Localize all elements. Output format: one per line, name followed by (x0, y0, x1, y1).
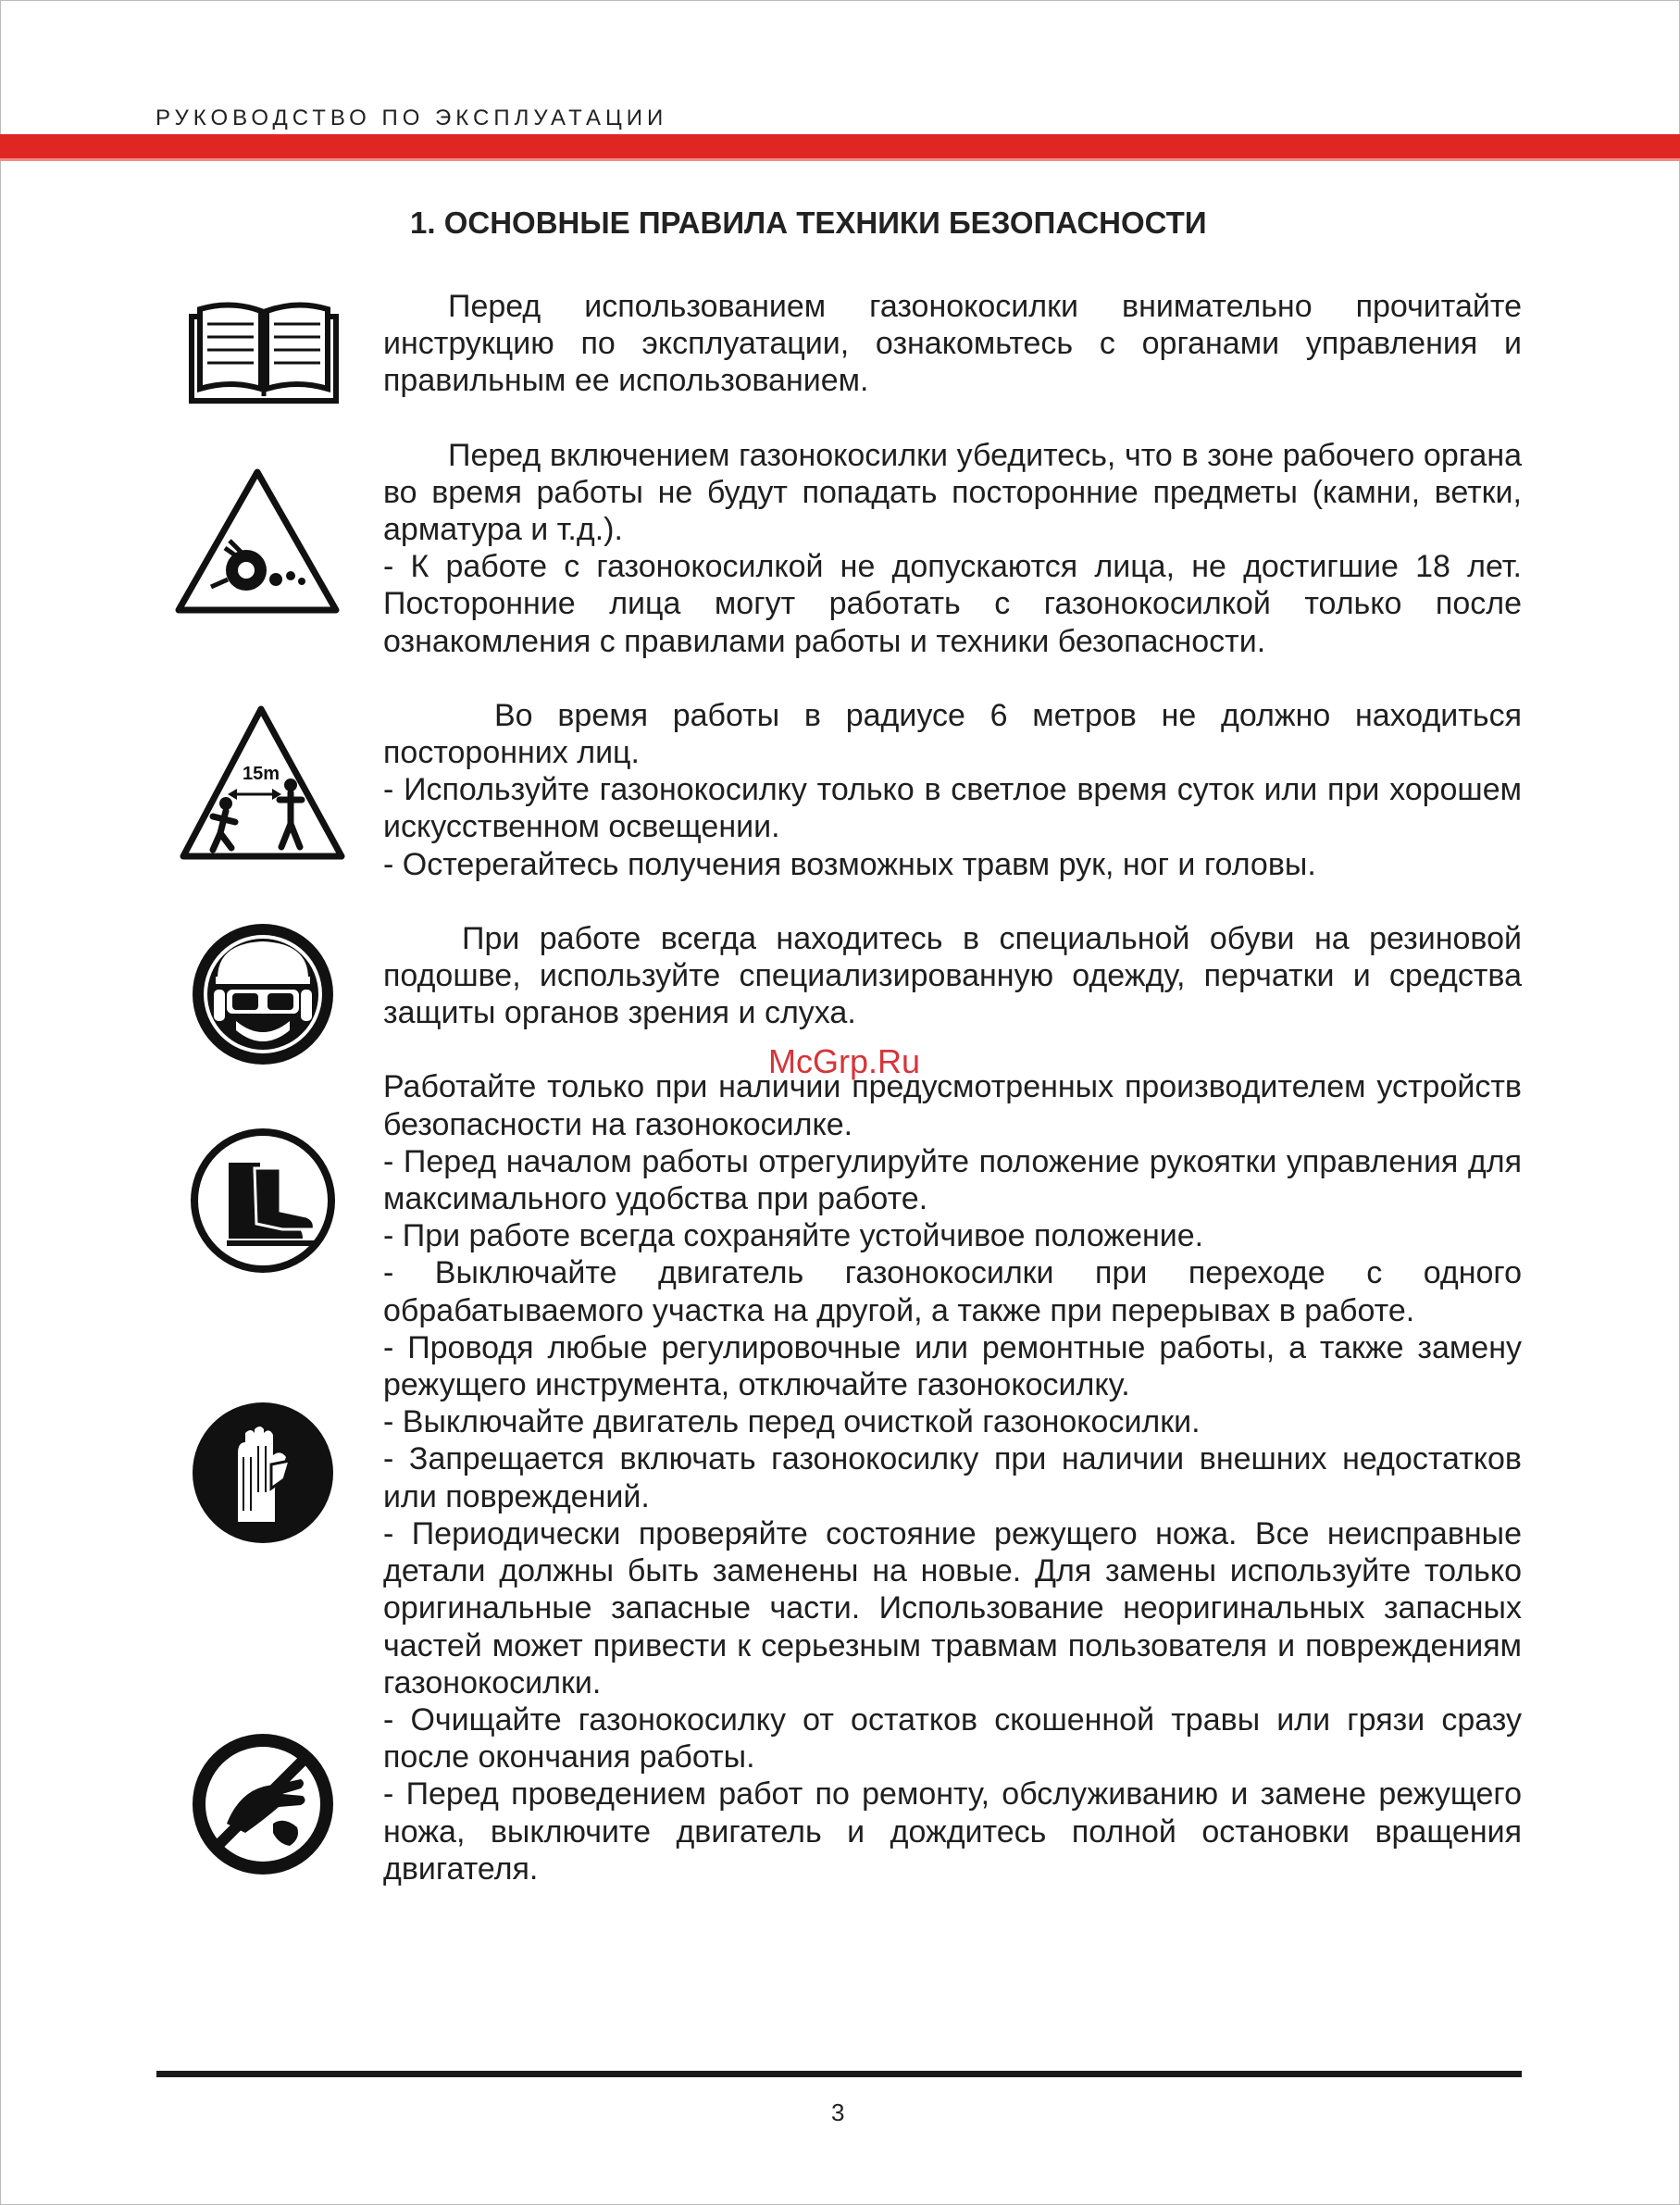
paragraph-stop-before-cleaning: - Выключайте двигатель перед очисткой газонокосилки. (383, 1404, 1201, 1440)
flying-debris-warning-icon (174, 467, 341, 615)
safety-rules-text (383, 288, 1522, 1887)
footer-rule (156, 2071, 1522, 2077)
paragraph-clean-after-work: - Очищайте газонокосилку от остатков скошенной травы или грязи сразу после окончания работы. (383, 1701, 1522, 1775)
paragraph-stable-position: - При работе всегда сохраняйте устойчивое положение. (383, 1218, 1204, 1254)
paragraph-bystanders: Во время работы в радиусе 6 метров не должно находиться посторонних лиц. (383, 697, 1522, 771)
section-title: 1. ОСНОВНЫЕ ПРАВИЛА ТЕХНИКИ БЕЗОПАСНОСТИ (410, 206, 1207, 240)
watermark: McGrp.Ru (768, 1042, 921, 1080)
header-red-band (0, 134, 1680, 158)
paragraph-no-damaged-use: - Запрещается включать газонокосилку при наличии внешних недостатков или повреждений. (383, 1441, 1522, 1514)
document-header: РУКОВОДСТВО ПО ЭКСПЛУАТАЦИИ (156, 106, 668, 131)
paragraph-age-limit: - К работе с газонокосилкой не допускаются лица, не достигшие 18 лет. Посторонние лица могут работать с газонокосилкой только после ознакомления с правилами работы и техники безопасности. (383, 549, 1522, 659)
paragraph-read-manual: Перед использованием газонокосилки внимательно прочитайте инструкцию по эксплуатации, ознакомьтесь с органами управления и правильным ее использованием. (383, 289, 1522, 399)
paragraph-stop-engine-transfer: - Выключайте двигатель газонокосилки при переходе с одного обрабатываемого участка на другой, а также при перерывах в работе. (383, 1255, 1522, 1328)
paragraph-injury-warning: - Остерегайтесь получения возможных травм рук, ног и головы. (383, 846, 1316, 882)
paragraph-check-blade: - Периодически проверяйте состояние режущего ножа. Все неисправные детали должны быть заменены на новые. Для замены используйте только оригинальные запасные части. Использование неоригинальных запасных частей может привести к серьезным травмам пользователя и повреждениям газонокосилки. (383, 1515, 1522, 1700)
paragraph-disconnect-maintenance: - Проводя любые регулировочные или ремонтные работы, а также замену режущего инструмента, отключайте газонокосилку. (383, 1329, 1522, 1403)
paragraph-daylight: - Используйте газонокосилку только в светлое время суток или при хорошем искусственном освещении. (383, 772, 1522, 845)
paragraph-adjust-handle: - Перед началом работы отрегулируйте положение рукоятки управления для максимального удобства при работе. (383, 1143, 1522, 1217)
safety-boots-icon (190, 1127, 336, 1274)
helmet-goggles-earmuffs-icon (190, 921, 336, 1067)
book-icon (189, 296, 339, 404)
paragraph-safety-devices: Работайте только при наличии предусмотренных производителем устройств безопасности на газонокосилке. (383, 1069, 1522, 1142)
bystander-distance-warning-icon (180, 704, 346, 861)
distance-label: 15m (243, 764, 280, 784)
keep-hands-away-icon (190, 1731, 336, 1877)
page-number: 3 (831, 2099, 845, 2126)
paragraph-foreign-objects: Перед включением газонокосилки убедитесь, что в зоне рабочего органа во время работы не будут попадать посторонние предметы (камни, ветки, арматура и т.д.). (383, 437, 1522, 548)
safety-gloves-icon (190, 1400, 336, 1546)
paragraph-protective-gear: При работе всегда находитесь в специальной обуви на резиновой подошве, используйте специализированную одежду, перчатки и средства защиты органов зрения и слуха. (383, 920, 1522, 1031)
paragraph-wait-full-stop: - Перед проведением работ по ремонту, обслуживанию и замене режущего ножа, выключите двигатель и дождитесь полной остановки вращения двигателя. (383, 1776, 1522, 1887)
